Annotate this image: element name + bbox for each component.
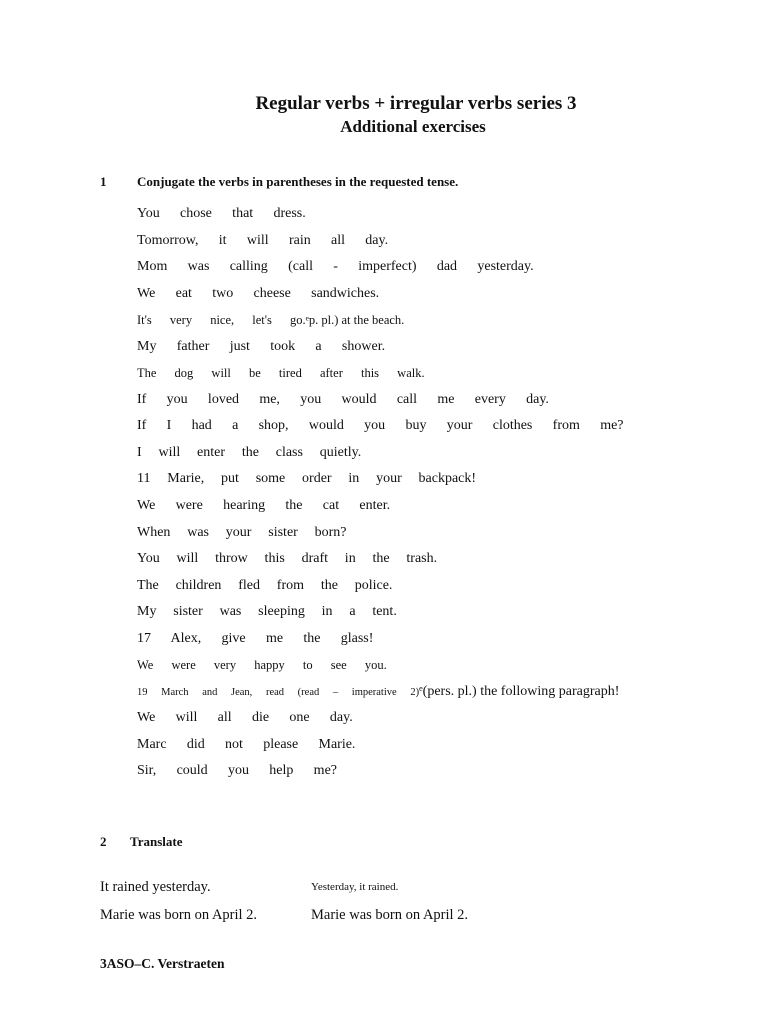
- footer-author: 3ASO–C. Verstraeten: [100, 956, 225, 971]
- page-title: Regular verbs + irregular verbs series 3: [255, 93, 577, 114]
- sentence-item: Mom was calling (call - imperfect) dad yesterday.: [137, 259, 534, 275]
- sentence-item: [137, 681, 697, 708]
- sentence-item: We were very happy to see you.: [137, 658, 387, 673]
- sentence-item: We were hearing the cat enter.: [137, 498, 391, 514]
- sentence-tail: ᵉ(pers. pl.) the following paragraph!: [419, 683, 620, 699]
- sentence-tail: ᵉp. pl.) at the beach.: [305, 313, 405, 328]
- sentence-item: [137, 309, 697, 336]
- sentence-item: 11 Marie, put some order in your backpack!: [137, 471, 477, 487]
- sentence-text: 19 March and Jean, read (read – imperative 2): [137, 686, 420, 698]
- sentence-item: We eat two cheese sandwiches.: [137, 285, 380, 301]
- exercise-2-title: Translate: [130, 834, 183, 849]
- sentence-item: The children fled from the police.: [137, 577, 393, 593]
- sentence-item: You will throw this draft in the trash.: [137, 551, 438, 567]
- sentence-item: When was your sister born?: [137, 524, 347, 540]
- sentence-item: If I had a shop, would you buy your clothes from me?: [137, 418, 624, 434]
- exercise-1-sentence-list: [137, 203, 697, 787]
- sentence-item: Sir, could you help me?: [137, 763, 338, 779]
- sentence-item: The dog will be tired after this walk.: [137, 366, 425, 381]
- sentence-item: Marc did not please Marie.: [137, 736, 356, 752]
- sentence-text: It's very nice, let's go.: [137, 313, 306, 328]
- sentence-item: My father just took a shower.: [137, 338, 386, 354]
- translation-source: Marie was born on April 2.: [100, 907, 258, 923]
- page-subtitle: Additional exercises: [340, 117, 486, 136]
- exercise-1-number: 1: [100, 174, 107, 189]
- sentence-item: If you loved me, you would call me every day.: [137, 391, 549, 407]
- translation-answer: Yesterday, it rained.: [311, 881, 399, 893]
- sentence-item: My sister was sleeping in a tent.: [137, 604, 397, 620]
- exercise-1-instruction: Conjugate the verbs in parentheses in the requested tense.: [137, 174, 459, 189]
- translation-answer: Marie was born on April 2.: [311, 907, 469, 923]
- sentence-item: You chose that dress.: [137, 206, 306, 221]
- translation-source: It rained yesterday.: [100, 879, 211, 895]
- sentence-item: We will all die one day.: [137, 710, 353, 726]
- exercise-2-number: 2: [100, 834, 107, 849]
- sentence-item: 17 Alex, give me the glass!: [137, 630, 374, 646]
- sentence-item: I will enter the class quietly.: [137, 444, 362, 460]
- sentence-item: Tomorrow, it will rain all day.: [137, 232, 389, 248]
